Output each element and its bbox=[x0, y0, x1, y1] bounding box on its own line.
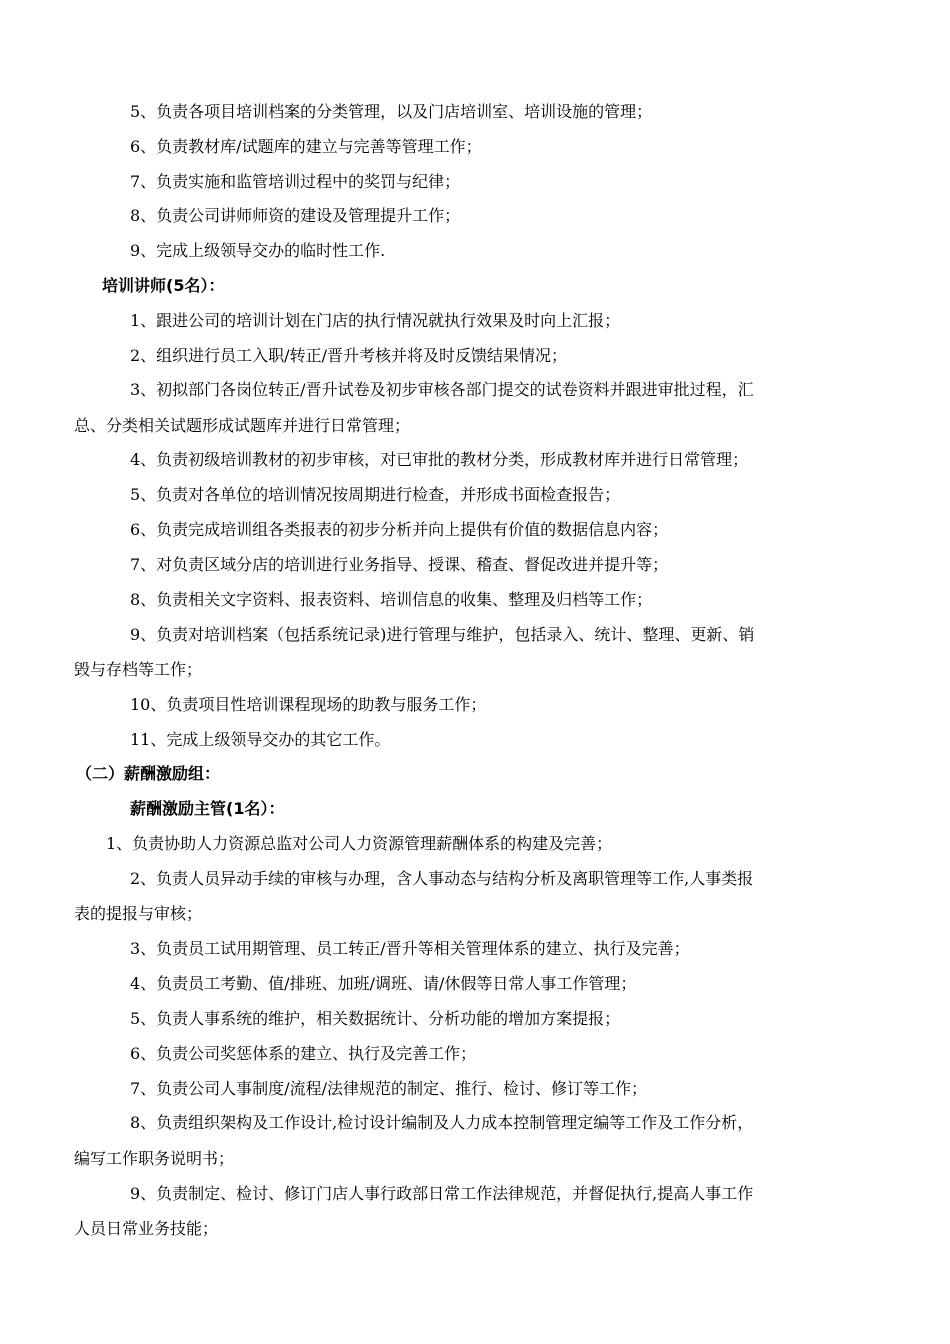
role-heading-compensation-supervisor: 薪酬激励主管(1名）： bbox=[130, 799, 285, 818]
duty-line: 9、完成上级领导交办的临时性工作. bbox=[130, 241, 386, 260]
duty-line: 11、完成上级领导交办的其它工作。 bbox=[130, 730, 391, 749]
duty-line: 10、负责项目性培训课程现场的助教与服务工作； bbox=[130, 695, 487, 714]
duty-line: 1、跟进公司的培训计划在门店的执行情况就执行效果及时向上汇报； bbox=[130, 311, 621, 330]
duty-line: 7、负责公司人事制度/流程/法律规范的制定、推行、检讨、修订等工作； bbox=[130, 1079, 647, 1098]
duty-line: 8、负责公司讲师师资的建设及管理提升工作； bbox=[130, 206, 461, 225]
duty-line-continued: 总、分类相关试题形成试题库并进行日常管理； bbox=[74, 416, 411, 435]
duty-line: 5、负责人事系统的维护，相关数据统计、分析功能的增加方案提报； bbox=[130, 1009, 621, 1028]
duty-line: 6、负责教材库/试题库的建立与完善等管理工作； bbox=[130, 137, 482, 156]
duty-line: 5、负责各项目培训档案的分类管理，以及门店培训室、培训设施的管理； bbox=[130, 102, 653, 121]
duty-line: 9、负责对培训档案（包括系统记录)进行管理与维护，包括录入、统计、整理、更新、销 bbox=[130, 625, 755, 644]
duty-line-continued: 毁与存档等工作； bbox=[74, 660, 203, 679]
duty-line: 2、组织进行员工入职/转正/晋升考核并将及时反馈结果情况； bbox=[130, 346, 567, 365]
duty-line: 4、负责初级培训教材的初步审核，对已审批的教材分类，形成教材库并进行日常管理； bbox=[130, 450, 749, 469]
duty-line: 6、负责公司奖惩体系的建立、执行及完善工作； bbox=[130, 1044, 477, 1063]
duty-line-continued: 编写工作职务说明书； bbox=[74, 1149, 235, 1168]
duty-line: 8、负责相关文字资料、报表资料、培训信息的收集、整理及归档等工作； bbox=[130, 590, 653, 609]
duty-line: 7、负责实施和监管培训过程中的奖罚与纪律； bbox=[130, 172, 461, 191]
duty-line: 6、负责完成培训组各类报表的初步分析并向上提供有价值的数据信息内容； bbox=[130, 520, 669, 539]
duty-line: 8、负责组织架构及工作设计,检讨设计编制及人力成本控制管理定编等工作及工作分析， bbox=[130, 1113, 754, 1132]
duty-line: 4、负责员工考勤、值/排班、加班/调班、请/休假等日常人事工作管理； bbox=[130, 974, 637, 993]
duty-line: 7、对负责区域分店的培训进行业务指导、授课、稽查、督促改进并提升等； bbox=[130, 555, 669, 574]
duty-line-continued: 表的提报与审核； bbox=[74, 904, 203, 923]
section-heading-compensation: （二）薪酬激励组： bbox=[76, 764, 221, 783]
duty-line: 2、负责人员异动手续的审核与办理，含人事动态与结构分析及离职管理等工作,人事类报 bbox=[130, 869, 754, 888]
role-heading-trainer: 培训讲师(5名）： bbox=[102, 276, 225, 295]
duty-line: 3、负责员工试用期管理、员工转正/晋升等相关管理体系的建立、执行及完善； bbox=[130, 939, 690, 958]
duty-line: 9、负责制定、检讨、修订门店人事行政部日常工作法律规范，并督促执行,提高人事工作 bbox=[130, 1184, 754, 1203]
duty-line-continued: 人员日常业务技能； bbox=[74, 1219, 219, 1238]
duty-line: 5、负责对各单位的培训情况按周期进行检查，并形成书面检查报告； bbox=[130, 485, 621, 504]
duty-line: 1、负责协助人力资源总监对公司人力资源管理薪酬体系的构建及完善； bbox=[106, 834, 613, 853]
duty-line: 3、初拟部门各岗位转正/晋升试卷及初步审核各部门提交的试卷资料并跟进审批过程，汇 bbox=[130, 380, 754, 399]
